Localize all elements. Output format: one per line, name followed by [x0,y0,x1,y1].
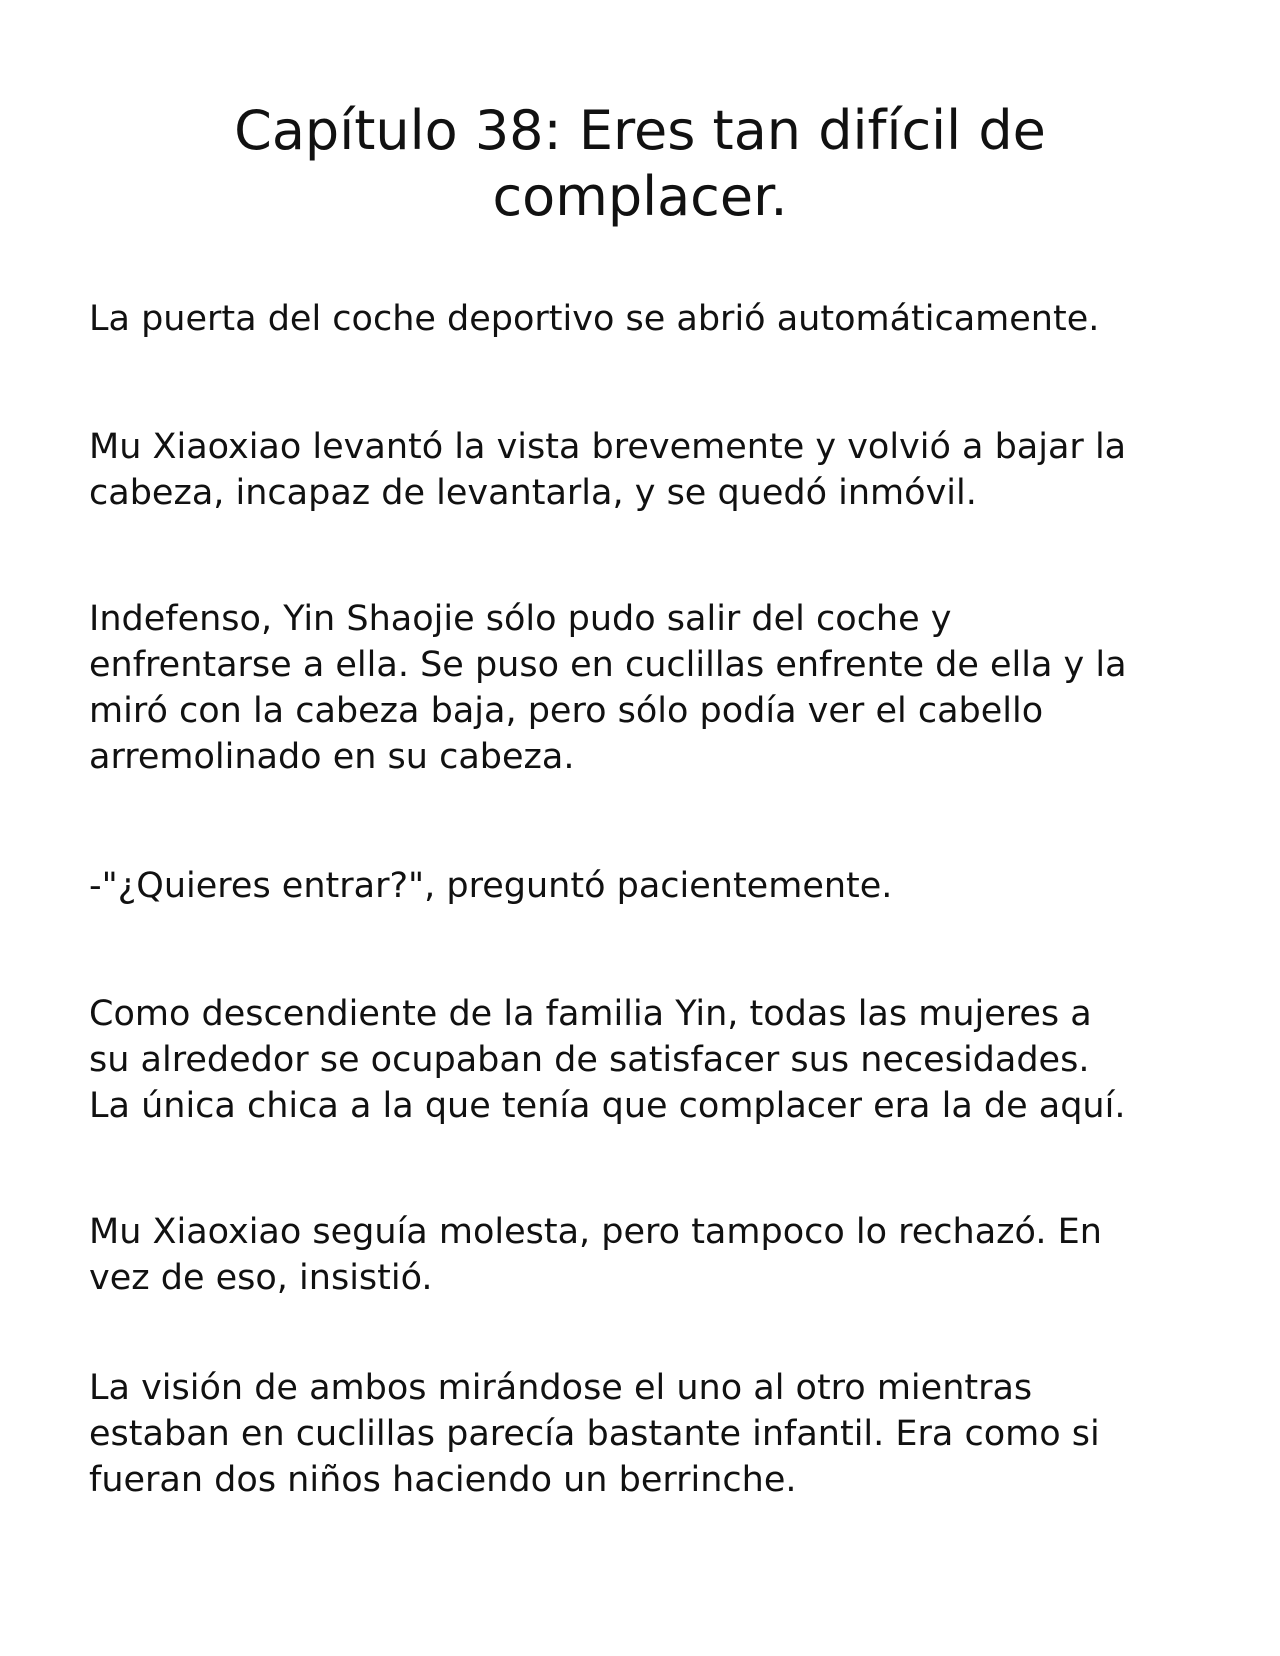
paragraph: Como descendiente de la familia Yin, todas las mujeres a su alrededor se ocupaban de satisfacer sus necesidades. La única chica a la que tenía que complacer era la de aquí. [89,994,1126,1126]
paragraph: Mu Xiaoxiao levantó la vista brevemente y volvió a bajar la cabeza, incapaz de levantarla, y se quedó inmóvil. [89,427,1127,513]
paragraph: -"¿Quieres entrar?", preguntó pacientemente. [89,866,893,906]
paragraph: La puerta del coche deportivo se abrió automáticamente. [89,299,1100,339]
paragraph: La visión de ambos mirándose el uno al otro mientras estaban en cuclillas parecía bastante infantil. Era como si fueran dos niños haciendo un berrinche. [89,1368,1100,1500]
paragraph: Mu Xiaoxiao seguía molesta, pero tampoco lo rechazó. En vez de eso, insistió. [89,1212,1102,1298]
chapter-title: Capítulo 38: Eres tan difícil de complacer. [234,99,1046,228]
paragraph: Indefenso, Yin Shaojie sólo pudo salir del coche y enfrentarse a ella. Se puso en cuclillas enfrente de ella y la miró con la cabeza baja, pero sólo podía ver el cabello arremolinado en su cabeza. [89,599,1127,777]
